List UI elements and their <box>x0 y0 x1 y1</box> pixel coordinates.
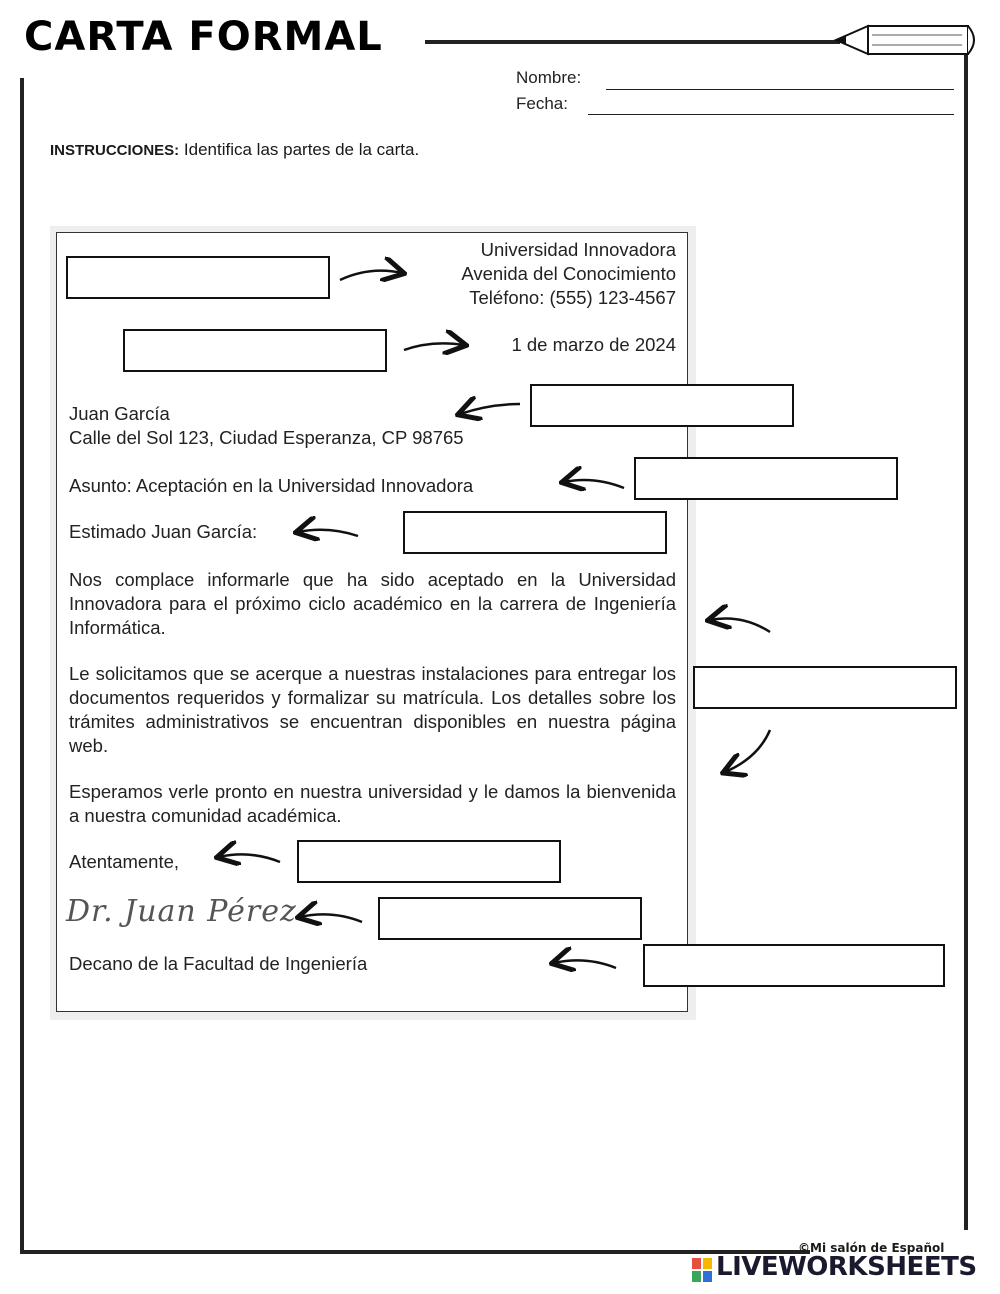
letter-body-paragraph-3: Esperamos verle pronto en nuestra universidad y le damos la bienvenida a nuestra comunidad académica. <box>69 781 676 826</box>
letter-subject: Asunto: Aceptación en la Universidad Innovadora <box>69 475 474 496</box>
letter-signer-title: Decano de la Facultad de Ingeniería <box>69 953 368 974</box>
footer-credit: ©Mi salón de Español <box>798 1241 945 1255</box>
sender-line: Avenida del Conocimiento <box>461 263 676 284</box>
letter-signature: Dr. Juan Pérez <box>66 894 297 929</box>
letter-greeting: Estimado Juan García: <box>69 521 258 542</box>
arrow-down-left-icon <box>725 730 770 772</box>
arrow-right-icon <box>340 271 402 280</box>
arrow-right-icon <box>404 343 464 350</box>
arrow-left-icon <box>710 619 770 633</box>
name-label: Nombre: <box>516 68 582 87</box>
liveworksheets-logo-icon <box>692 1258 712 1282</box>
arrow-left-icon <box>300 914 362 922</box>
footer-brand[interactable]: LIVEWORKSHEETS <box>716 1252 977 1282</box>
instructions-text: Identifica las partes de la carta. <box>183 140 420 159</box>
sender-line: Universidad Innovadora <box>480 239 676 260</box>
sender-line: Teléfono: (555) 123-4567 <box>469 287 676 308</box>
arrow-left-icon <box>564 480 624 488</box>
letter-date: 1 de marzo de 2024 <box>511 334 676 355</box>
page-title: CARTA FORMAL <box>24 14 383 60</box>
instructions-label: INSTRUCCIONES: <box>50 142 180 159</box>
letter-body-paragraph-2: Le solicitamos que se acerque a nuestras instalaciones para entregar los documentos requeridos y formalizar su matrícula. Los detalles sobre los trámites administrativos se encuentran disponibles en nuestra página web. <box>69 663 676 756</box>
arrow-left-icon <box>554 960 616 968</box>
date-label: Fecha: <box>516 94 568 113</box>
letter-closing: Atentamente, <box>69 851 180 872</box>
arrow-left-icon <box>219 854 280 862</box>
arrow-left-icon <box>298 530 358 536</box>
recipient-line: Juan García <box>69 403 170 424</box>
recipient-line: Calle del Sol 123, Ciudad Esperanza, CP 98765 <box>69 427 464 448</box>
arrow-left-icon <box>460 404 520 414</box>
letter-body-paragraph-1: Nos complace informarle que ha sido aceptado en la Universidad Innovadora para el próximo ciclo académico en la carrera de Ingeniería Informática. <box>69 569 676 638</box>
